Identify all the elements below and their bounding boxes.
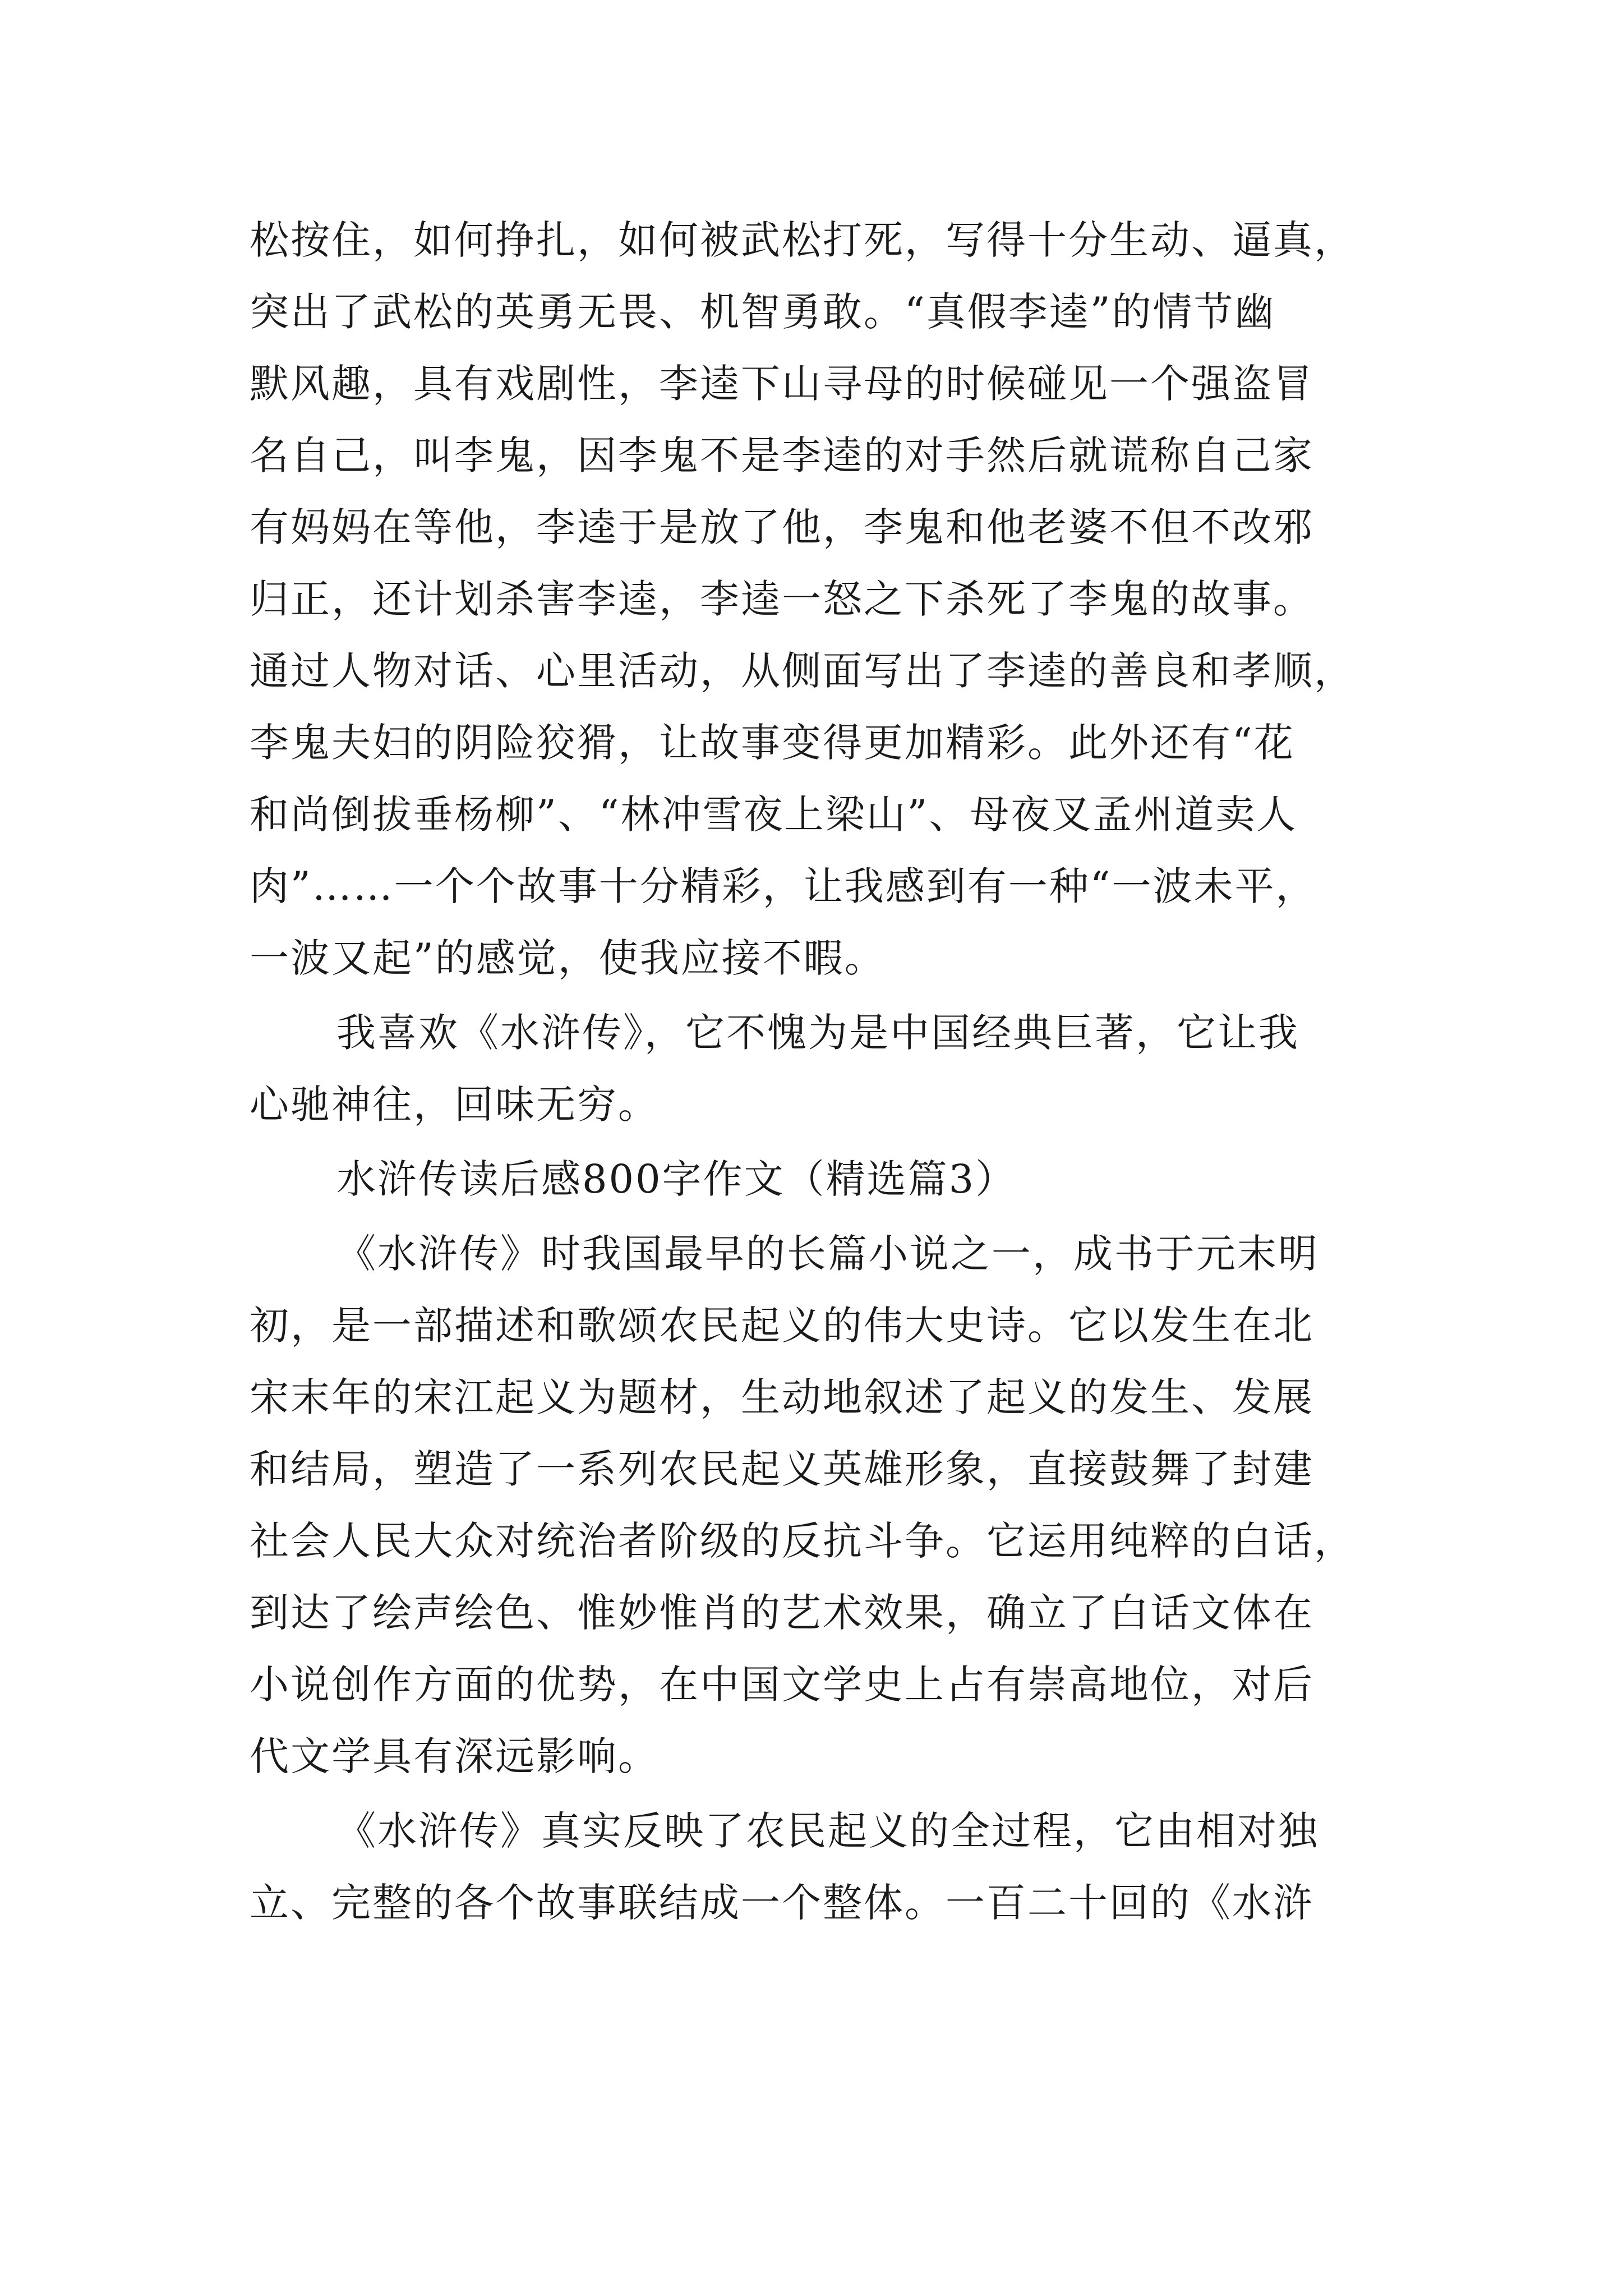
text-line: 松按住，如何挣扎，如何被武松打死，写得十分生动、逼真， (250, 217, 1355, 263)
paragraph-first-line: 我喜欢《水浒传》，它不愧为是中国经典巨著，它让我 (336, 1010, 1299, 1056)
paragraph-first-line: 《水浒传》时我国最早的长篇小说之一，成书于元末明 (336, 1231, 1319, 1277)
text-line: 一波又起”的感觉，使我应接不暇。 (250, 935, 886, 981)
paragraph-first-line: 《水浒传》真实反映了农民起义的全过程，它由相对独 (336, 1808, 1319, 1854)
text-line: 立、完整的各个故事联结成一个整体。一百二十回的《水浒 (250, 1880, 1314, 1926)
text-line: 小说创作方面的优势，在中国文学史上占有崇高地位，对后 (250, 1662, 1314, 1708)
section-heading: 水浒传读后感800字作文（精选篇3） (336, 1156, 1017, 1202)
text-line: 宋末年的宋江起义为题材，生动地叙述了起义的发生、发展 (250, 1374, 1314, 1420)
text-line: 李鬼夫妇的阴险狡猾，让故事变得更加精彩。此外还有“花 (250, 720, 1295, 766)
text-line: 肉”……一个个故事十分精彩，让我感到有一种“一波未平， (250, 863, 1317, 909)
text-line: 默风趣，具有戏剧性，李逵下山寻母的时候碰见一个强盗冒 (250, 361, 1314, 407)
text-line: 有妈妈在等他，李逵于是放了他，李鬼和他老婆不但不改邪 (250, 504, 1314, 550)
text-line: 突出了武松的英勇无畏、机智勇敢。“真假李逵”的情节幽 (250, 289, 1276, 335)
text-line: 和结局，塑造了一系列农民起义英雄形象，直接鼓舞了封建 (250, 1446, 1314, 1492)
text-line: 归正，还计划杀害李逵，李逵一怒之下杀死了李鬼的故事。 (250, 576, 1314, 622)
text-line: 到达了绘声绘色、惟妙惟肖的艺术效果，确立了白话文体在 (250, 1590, 1314, 1636)
text-line: 和尚倒拔垂杨柳”、“林冲雪夜上梁山”、母夜叉孟州道卖人 (250, 792, 1298, 838)
text-line: 通过人物对话、心里活动，从侧面写出了李逵的善良和孝顺， (250, 648, 1355, 694)
text-line: 社会人民大众对统治者阶级的反抗斗争。它运用纯粹的白话， (250, 1518, 1355, 1564)
text-line: 心驰神往，回味无穷。 (250, 1082, 659, 1128)
text-line: 名自己，叫李鬼，因李鬼不是李逵的对手然后就谎称自己家 (250, 432, 1314, 478)
text-line: 代文学具有深远影响。 (250, 1733, 659, 1779)
text-line: 初，是一部描述和歌颂农民起义的伟大史诗。它以发生在北 (250, 1303, 1314, 1349)
